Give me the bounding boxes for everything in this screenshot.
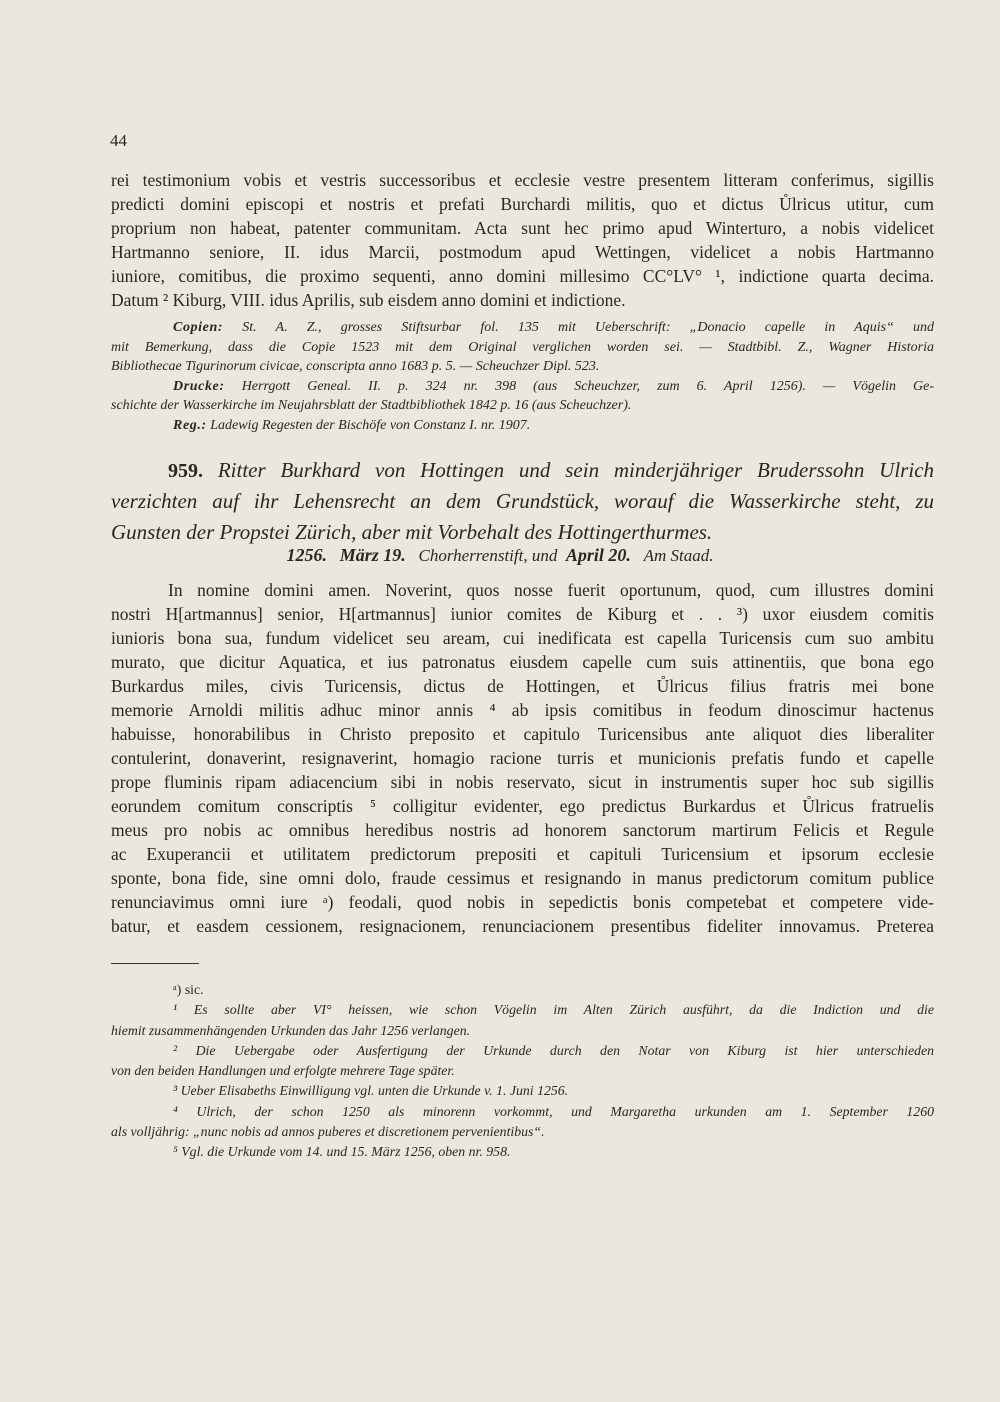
footnote-line: ² Die Uebergabe oder Ausfertigung der Urkunde durch den Notar von Kiburg ist hier unterschieden	[173, 1042, 934, 1058]
date-year: 1256.	[286, 545, 327, 565]
text-line: sponte, bona fide, sine omni dolo, fraude cessimus et resignando in manus predictorum comitum publice	[111, 868, 934, 888]
text-line: renunciavimus omni iure ᵃ) feodali, quod nobis in sepedictis bonis competebat et competere vide-	[111, 892, 934, 912]
date-line	[0, 545, 1000, 566]
text-line: Datum ² Kiburg, VIII. idus Aprilis, sub eisdem anno domini et indictione.	[111, 290, 626, 310]
text-line: rei testimonium vobis et vestris successoribus et ecclesie vestre presentem litteram conferimus, sigillis	[111, 170, 934, 190]
source-notes	[111, 318, 934, 435]
body-text	[111, 578, 934, 938]
note-line	[111, 318, 934, 338]
note-line: schichte der Wasserkirche im Neujahrsblatt der Stadtbibliothek 1842 p. 16 (aus Scheuchzer).	[111, 398, 632, 413]
footnote-line: ³ Ueber Elisabeths Einwilligung vgl. unten die Urkunde v. 1. Juni 1256.	[173, 1083, 569, 1099]
text-line: batur, et easdem cessionem, resignacionem, renunciacionem presentibus fideliter innovamus. Preterea	[111, 916, 934, 936]
copien-text: St. A. Z., grosses Stiftsurbar fol. 135 mit Ueberschrift: „Donacio capelle in Aquis“ und	[242, 320, 935, 335]
footnote-line: hiemit zusammenhängenden Urkunden das Jahr 1256 verlangen.	[111, 1022, 471, 1038]
drucke-text: Herrgott Geneal. II. p. 324 nr. 398 (aus Scheuchzer, zum 6. April 1256). — Vögelin Ge-	[241, 378, 934, 394]
text-line: contulerint, donaverint, resignaverint, homagio racione turris et municionis prefatis fundo et capelle	[111, 748, 934, 768]
footnote-line: ⁴ Ulrich, der schon 1250 als minorenn vorkommt, und Margaretha urkunden am 1. September 1260	[173, 1103, 934, 1119]
footnote-line: von den beiden Handlungen und erfolgte mehrere Tage später.	[111, 1063, 455, 1079]
text-line: habuisse, honorabilibus in Christo preposito et capitulo Turicensibus ante aliquot dies liberaliter	[111, 724, 934, 744]
note-line	[111, 416, 934, 436]
text-line: murato, que dicitur Aquatica, et ius patronatus eiusdem capelle cum suis attinentiis, que bona ego	[111, 652, 934, 672]
text-line: Hartmanno seniore, II. idus Marcii, postmodum apud Wettingen, videlicet a nobis Hartmanno	[111, 242, 934, 262]
text-line: predicti domini episcopi et nostris et prefati Burchardi militis, quo et dictus Ůlricus utitur, cum	[111, 194, 934, 214]
continuation-text	[111, 168, 934, 312]
heading-line	[111, 455, 934, 486]
text-line: iuniore, comitibus, die proximo sequenti, anno domini millesimo CC°LV° ¹, indictione quarta decima.	[111, 266, 934, 286]
document-number: 959.	[168, 460, 203, 482]
place-second: Am Staad.	[643, 546, 714, 565]
document-heading	[111, 455, 934, 548]
footnote-line: ¹ Es sollte aber VI° heissen, wie schon Vögelin im Alten Zürich ausführt, da die Indiction und die	[173, 1002, 934, 1018]
text-line: prope fluminis ripam adiacencium sibi in nobis reservato, sicut in instrumentis super hoc sub sigillis	[111, 772, 934, 792]
text-line: Burkardus miles, civis Turicensis, dictus de Hottingen, et Ůlricus filius fratris mei bone	[111, 676, 934, 696]
footnote-line: ⁵ Vgl. die Urkunde vom 14. und 15. März 1256, oben nr. 958.	[173, 1144, 511, 1160]
text-line: ac Exuperancii et utilitatem predictorum prepositi et capituli Turicensium et ipsorum ecclesie	[111, 844, 934, 864]
footnote-rule	[111, 963, 199, 964]
date-second: April 20.	[565, 545, 631, 565]
reg-text: Ladewig Regesten der Bischöfe von Constanz I. nr. 1907.	[210, 417, 531, 433]
text-line: eorundem comitum conscriptis ⁵ colligitur evidenter, ego predictus Burkardus et Ůlricus fratruelis	[111, 796, 934, 816]
text-line: proprium non habeat, patenter communitam. Acta sunt hec primo apud Winterturo, a nobis videlicet	[111, 218, 934, 238]
footnote-line: als volljährig: „nunc nobis ad annos puberes et discretionem pervenientibus“.	[111, 1124, 545, 1140]
text-line: In nomine domini amen. Noverint, quos nosse fuerit oportunum, quod, cum illustres domini	[168, 580, 934, 600]
heading-line: verzichten auf ihr Lehensrecht an dem Grundstück, worauf die Wasserkirche steht, zu	[111, 489, 934, 513]
text-line: nostri H[artmannus] senior, H[artmannus] iunior comites de Kiburg et . . ³) uxor eiusdem comitis	[111, 604, 934, 624]
reg-label: Reg.:	[173, 417, 207, 433]
note-line: mit Bemerkung, dass die Copie 1523 mit dem Original verglichen worden sei. — Stadtbibl. Z., Wagner Historia	[111, 339, 934, 355]
text-line: iunioris bona sua, fundum videlicet seu aream, cui inedificata est capella Turicensis cum suo ambitu	[111, 628, 934, 648]
place-first: Chorherrenstift, und	[418, 546, 558, 565]
footnotes	[111, 980, 934, 1163]
page-number: 44	[110, 131, 127, 150]
note-line	[111, 377, 934, 397]
note-line: Bibliothecae Tigurinorum civicae, conscripta anno 1683 p. 5. — Scheuchzer Dipl. 523.	[111, 359, 600, 374]
text-line: memorie Arnoldi militis adhuc minor annis ⁴ ab ipsis comitibus in feodum dinoscimur hactenus	[111, 700, 934, 720]
copien-label: Copien:	[173, 320, 224, 335]
date-first: März 19.	[339, 545, 406, 565]
heading-text: Ritter Burkhard von Hottingen und sein minderjähriger Bruderssohn Ulrich	[217, 458, 935, 482]
footnote-line: ᵃ) sic.	[173, 982, 204, 997]
text-line: meus pro nobis ac omnibus heredibus nostris ad honorem sanctorum martirum Felicis et Regule	[111, 820, 934, 840]
drucke-label: Drucke:	[173, 378, 225, 394]
heading-line: Gunsten der Propstei Zürich, aber mit Vorbehalt des Hottingerthurmes.	[111, 520, 713, 544]
